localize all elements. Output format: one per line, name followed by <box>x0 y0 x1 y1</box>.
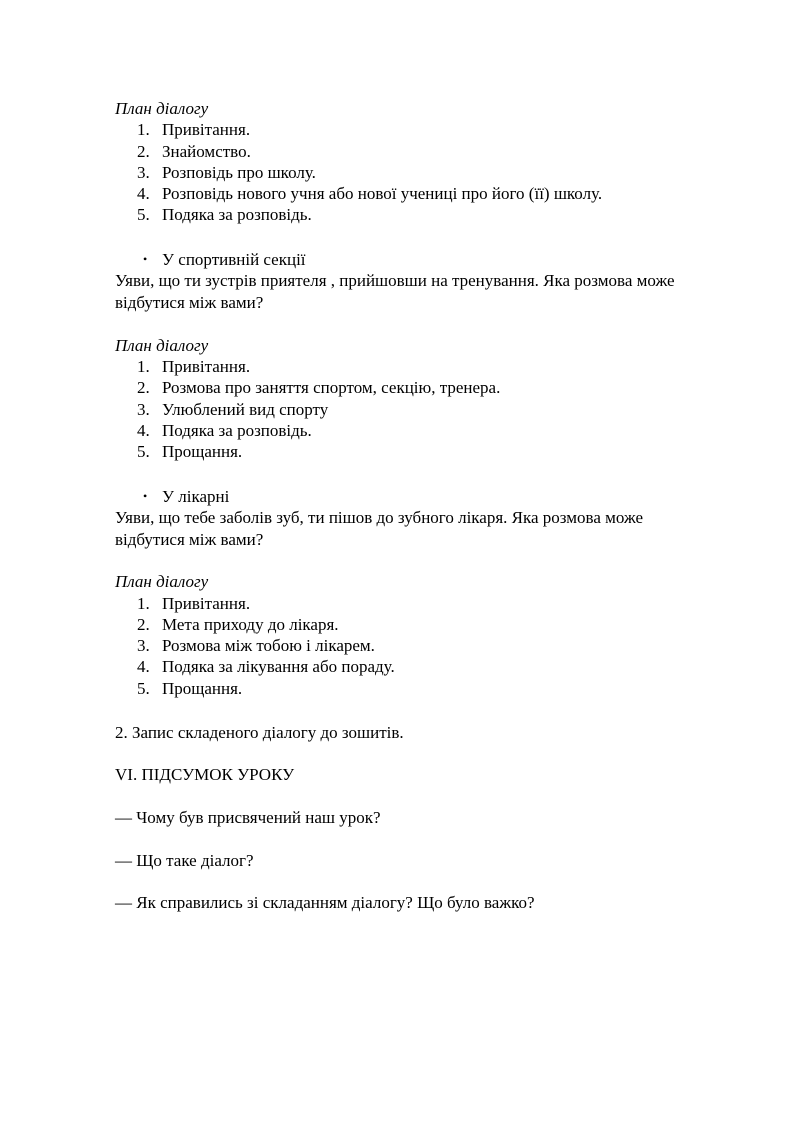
list-number: 5. <box>137 679 150 698</box>
bullet-icon: • <box>143 489 148 503</box>
plan-heading: План діалогу <box>115 572 209 591</box>
prompt-text: Уяви, що ти зустрів приятеля , прийшовши на тренування. Яка розмова може <box>115 271 675 290</box>
list-item: Подяка за розповідь. <box>162 421 312 440</box>
section-title: У спортивній секції <box>162 250 306 269</box>
list-number: 4. <box>137 657 150 676</box>
question-text: — Що таке діалог? <box>115 851 254 870</box>
list-item: Привітання. <box>162 594 251 613</box>
list-number: 1. <box>137 594 150 613</box>
plan-heading: План діалогу <box>115 336 209 355</box>
list-number: 2. <box>137 615 150 634</box>
prompt-text: відбутися між вами? <box>115 530 264 549</box>
list-number: 3. <box>137 400 150 419</box>
list-number: 4. <box>137 421 150 440</box>
list-item: Мета приходу до лікаря. <box>162 615 339 634</box>
list-number: 1. <box>137 357 150 376</box>
list-number: 3. <box>137 636 150 655</box>
plan-heading: План діалогу <box>115 99 209 118</box>
list-item: Розмова про заняття спортом, секцію, тренера. <box>162 378 501 397</box>
list-number: 2. <box>137 142 150 161</box>
list-item: Улюблений вид спорту <box>162 400 329 419</box>
list-item: Розповідь про школу. <box>162 163 316 182</box>
list-item: Привітання. <box>162 120 251 139</box>
list-number: 2. <box>137 378 150 397</box>
list-item: Прощання. <box>162 442 243 461</box>
list-item: Привітання. <box>162 357 251 376</box>
list-number: 5. <box>137 205 150 224</box>
bullet-icon: • <box>143 252 148 266</box>
list-item: Подяка за лікування або пораду. <box>162 657 395 676</box>
prompt-text: відбутися між вами? <box>115 293 264 312</box>
question-text: — Чому був присвячений наш урок? <box>115 808 381 827</box>
list-item: Подяка за розповідь. <box>162 205 312 224</box>
list-number: 3. <box>137 163 150 182</box>
list-item: Знайомство. <box>162 142 251 161</box>
list-number: 4. <box>137 184 150 203</box>
list-number: 5. <box>137 442 150 461</box>
list-number: 1. <box>137 120 150 139</box>
list-item: Розмова між тобою і лікарем. <box>162 636 375 655</box>
question-text: — Як справились зі складанням діалогу? Що було важко? <box>115 893 535 912</box>
prompt-text: Уяви, що тебе заболів зуб, ти пішов до зубного лікаря. Яка розмова може <box>115 508 644 527</box>
list-item: Розповідь нового учня або нової учениці про його (її) школу. <box>162 184 603 203</box>
list-item: Прощання. <box>162 679 243 698</box>
summary-heading: VI. ПІДСУМОК УРОКУ <box>115 765 295 784</box>
task-text: 2. Запис складеного діалогу до зошитів. <box>115 723 404 742</box>
section-title: У лікарні <box>162 487 230 506</box>
